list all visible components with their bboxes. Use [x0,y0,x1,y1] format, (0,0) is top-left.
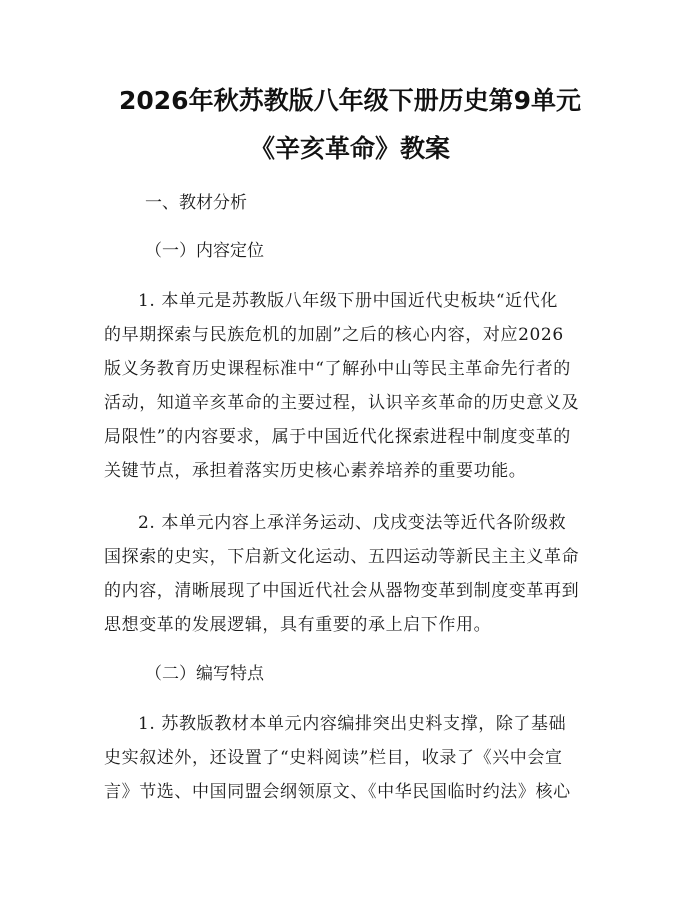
paragraph-line: 的早期探索与民族危机的加剧”之后的核心内容，对应2026 [104,325,564,345]
paragraph-line: 史实叙述外，还设置了“史料阅读”栏目，收录了《兴中会宣 [104,748,563,768]
paragraph-line: 的内容，清晰展现了中国近代社会从器物变革到制度变革再到 [104,581,580,601]
paragraph-writing-features-1 [104,707,600,809]
paragraph-line: 关键节点，承担着落实历史核心素养培养的重要功能。 [104,461,527,481]
document-title-line-1: 2026年秋苏教版八年级下册历史第9单元 [119,86,581,115]
subsection-heading-writing-features: （二）编写特点 [145,664,264,684]
paragraph-line: 1. 苏教版教材本单元内容编排突出史料支撑，除了基础 [138,714,567,734]
paragraph-content-positioning-1 [104,284,600,488]
document-title-line-2: 《辛亥革命》教案 [249,134,450,163]
paragraph-line: 1. 本单元是苏教版八年级下册中国近代史板块“近代化 [138,291,558,311]
paragraph-line: 国探索的史实，下启新文化运动、五四运动等新民主主义革命 [104,547,580,567]
paragraph-line: 活动，知道辛亥革命的主要过程，认识辛亥革命的历史意义及 [104,393,580,413]
section-heading-textbook-analysis: 一、教材分析 [145,193,247,213]
paragraph-line: 2. 本单元内容上承洋务运动、戊戌变法等近代各阶级救 [138,513,567,533]
paragraph-line: 思想变革的发展逻辑，具有重要的承上启下作用。 [104,615,492,635]
paragraph-line: 局限性”的内容要求，属于中国近代化探索进程中制度变革的 [104,427,571,447]
paragraph-content-positioning-2 [104,506,600,642]
paragraph-line: 言》节选、中国同盟会纲领原文、《中华民国临时约法》核心 [104,782,571,802]
paragraph-line: 版义务教育历史课程标准中“了解孙中山等民主革命先行者的 [104,359,571,379]
subsection-heading-content-positioning: （一）内容定位 [145,241,264,261]
